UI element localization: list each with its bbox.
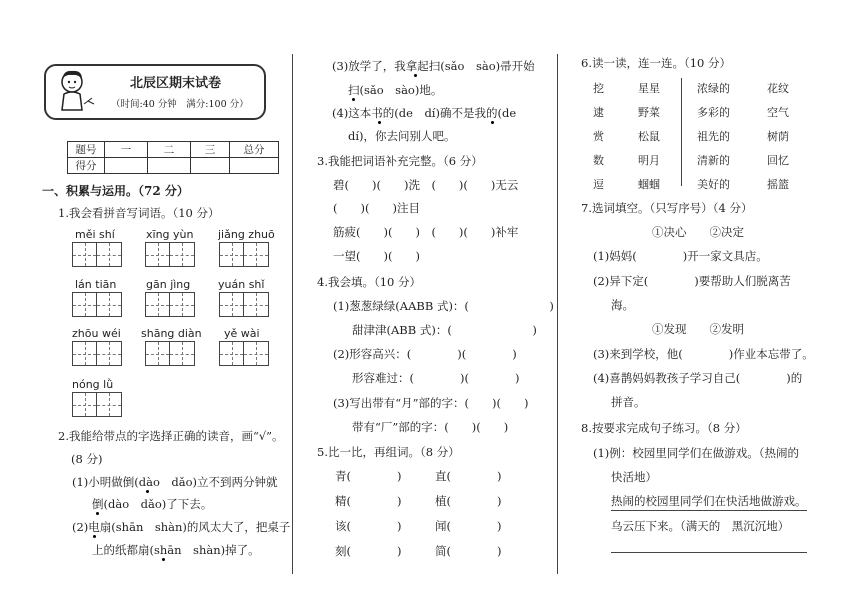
q2-line: dí)，你去问别人吧。 <box>348 129 456 143</box>
score-input[interactable] <box>191 158 230 174</box>
match-right-noun: 树荫 <box>767 130 789 143</box>
pinyin-label: lán tiān <box>75 278 117 291</box>
pinyin-label: gān jìng <box>146 278 191 291</box>
writing-grid[interactable] <box>219 292 269 317</box>
column-divider <box>557 54 558 574</box>
q3-line: 碧( )( )洗 ( )( )无云 <box>333 178 519 192</box>
emphasis-dot <box>93 535 96 538</box>
score-cell: 三 <box>191 142 230 158</box>
q5-item: 该( ) <box>335 519 402 533</box>
q1-title: 1.我会看拼音写词语。（10 分） <box>58 206 220 220</box>
writing-grid[interactable] <box>72 341 122 366</box>
q7-options: ①发现 ②发明 <box>652 322 744 336</box>
writing-grid[interactable] <box>72 242 122 267</box>
match-right-adj: 美好的 <box>697 178 730 191</box>
q4-line: 甜津津(ABB 式)：( ) <box>352 323 537 337</box>
match-right-adj: 祖先的 <box>697 130 730 143</box>
writing-grid[interactable] <box>145 242 195 267</box>
q8-example-answer: 热闹的校园里同学们在快活地做游戏。 <box>611 494 807 508</box>
q4-line: (1)葱葱绿绿(AABB 式)：( ) <box>333 299 554 313</box>
matching-divider <box>681 78 682 186</box>
emphasis-dot <box>96 512 99 515</box>
score-cell: 得分 <box>68 158 105 174</box>
q4-line: 带有“厂”部的字：( )( ) <box>352 420 509 434</box>
exam-subtitle: （时间:40 分钟 满分:100 分） <box>111 99 249 110</box>
q8-title: 8.按要求完成句子练习。（8 分） <box>581 421 747 435</box>
match-left-noun: 星星 <box>638 82 660 95</box>
q3-title: 3.我能把词语补充完整。（6 分） <box>317 154 483 168</box>
q5-item: 精( ) <box>335 494 402 508</box>
student-avatar-icon <box>52 68 96 112</box>
q2-line: 扫(sǎo sào)地。 <box>348 83 443 97</box>
match-left-noun: 野菜 <box>638 106 660 119</box>
pinyin-label: jiǎng zhuō <box>218 228 275 241</box>
writing-grid[interactable] <box>145 341 195 366</box>
q2-line: (3)放学了，我拿起扫(sǎo sào)帚开始 <box>332 59 535 73</box>
q5-item: 闻( ) <box>435 519 502 533</box>
q2-line: 上的纸都扇(shān shàn)掉了。 <box>92 543 260 557</box>
q4-line: (2)形容高兴：( )( ) <box>333 347 517 361</box>
emphasis-dot <box>491 121 494 124</box>
q7-line: (2)异下定( )要帮助人们脱离苦 <box>593 274 791 288</box>
pinyin-label: zhōu wéi <box>72 327 121 340</box>
q2-line: (4)这本书的(de dí)确不是我的(de <box>332 106 517 120</box>
match-right-adj: 清新的 <box>697 154 730 167</box>
pinyin-label: měi shí <box>75 228 115 241</box>
q2-line: (2)电扇(shān shàn)的风太大了，把桌子 <box>72 520 291 534</box>
answer-underline <box>611 510 807 511</box>
q4-line: (3)写出带有“月”部的字：( )( ) <box>333 396 529 410</box>
match-left-noun: 蝈蝈 <box>638 178 660 191</box>
exam-title: 北辰区期末试卷 <box>130 76 222 91</box>
match-right-noun: 回忆 <box>767 154 789 167</box>
q7-line: 拼音。 <box>611 395 646 409</box>
q5-item: 简( ) <box>435 544 502 558</box>
pinyin-label: yuán shǐ <box>218 278 265 291</box>
q3-line: 筋疲( )( ) ( )( )补牢 <box>333 225 519 239</box>
match-right-noun: 空气 <box>767 106 789 119</box>
q8-example: (1)例：校园里同学们在做游戏。（热闹的 <box>593 446 800 460</box>
match-left-verb: 逮 <box>593 106 604 119</box>
score-cell: 一 <box>105 142 148 158</box>
match-left-verb: 数 <box>593 154 604 167</box>
score-table <box>67 141 279 174</box>
q3-line: 一望( )( ) <box>333 249 420 263</box>
score-cell: 题号 <box>68 142 105 158</box>
q7-line: (1)妈妈( )开一家文具店。 <box>593 249 768 263</box>
q4-line: 形容难过：( )( ) <box>352 371 520 385</box>
q5-item: 刻( ) <box>335 544 402 558</box>
q5-item: 直( ) <box>435 469 502 483</box>
writing-grid[interactable] <box>72 392 122 417</box>
score-input[interactable] <box>105 158 148 174</box>
pinyin-label: shāng diàn <box>141 327 202 340</box>
q2-line: 倒(dào dǎo)了下去。 <box>92 497 213 511</box>
emphasis-dot <box>146 490 149 493</box>
pinyin-label: nóng lǜ <box>72 378 114 391</box>
pinyin-label: xīng yùn <box>146 228 194 241</box>
match-left-verb: 挖 <box>593 82 604 95</box>
match-left-verb: 逗 <box>593 178 604 191</box>
q8-example: 快活地） <box>611 470 657 484</box>
column-divider <box>292 54 293 574</box>
emphasis-dot <box>352 98 355 101</box>
q7-line: (4)喜鹊妈妈教孩子学习自己( )的 <box>593 371 803 385</box>
writing-grid[interactable] <box>219 341 269 366</box>
writing-grid[interactable] <box>72 292 122 317</box>
match-left-noun: 明月 <box>638 154 660 167</box>
writing-grid[interactable] <box>145 292 195 317</box>
answer-line[interactable] <box>611 552 807 553</box>
q8-task: 乌云压下来。（满天的 黑沉沉地） <box>611 519 790 533</box>
emphasis-dot <box>162 558 165 561</box>
q6-title: 6.读一读，连一连。（10 分） <box>581 56 732 70</box>
q5-title: 5.比一比，再组词。（8 分） <box>317 445 460 459</box>
match-left-verb: 赏 <box>593 130 604 143</box>
score-cell: 二 <box>148 142 191 158</box>
q2-line: (1)小明做倒(dào dǎo)立不到两分钟就 <box>72 475 278 489</box>
emphasis-dot <box>414 74 417 77</box>
q5-item: 青( ) <box>335 469 402 483</box>
pinyin-label: yě wài <box>224 327 260 340</box>
q4-title: 4.我会填。（10 分） <box>317 275 422 289</box>
match-left-noun: 松鼠 <box>638 130 660 143</box>
score-input[interactable] <box>230 158 279 174</box>
q7-line: (3)来到学校，他( )作业本忘带了。 <box>593 347 814 361</box>
q7-line: 海。 <box>611 298 634 312</box>
match-right-adj: 多彩的 <box>697 106 730 119</box>
q5-item: 植( ) <box>435 494 502 508</box>
section-heading: 一、积累与运用。（72 分） <box>42 184 189 198</box>
match-right-adj: 浓绿的 <box>697 82 730 95</box>
emphasis-dot <box>378 121 381 124</box>
match-right-noun: 摇篮 <box>767 178 789 191</box>
score-cell: 总分 <box>230 142 279 158</box>
score-input[interactable] <box>148 158 191 174</box>
writing-grid[interactable] <box>219 242 269 267</box>
q2-score: (8 分) <box>71 452 103 466</box>
q3-line: ( )( )注目 <box>333 201 420 215</box>
q7-options: ①决心 ②决定 <box>652 225 744 239</box>
q7-title: 7.选词填空。（只写序号）（4 分） <box>581 201 753 215</box>
match-right-noun: 花纹 <box>767 82 789 95</box>
q2-title: 2.我能给带点的字选择正确的读音，画“√”。 <box>58 429 284 443</box>
